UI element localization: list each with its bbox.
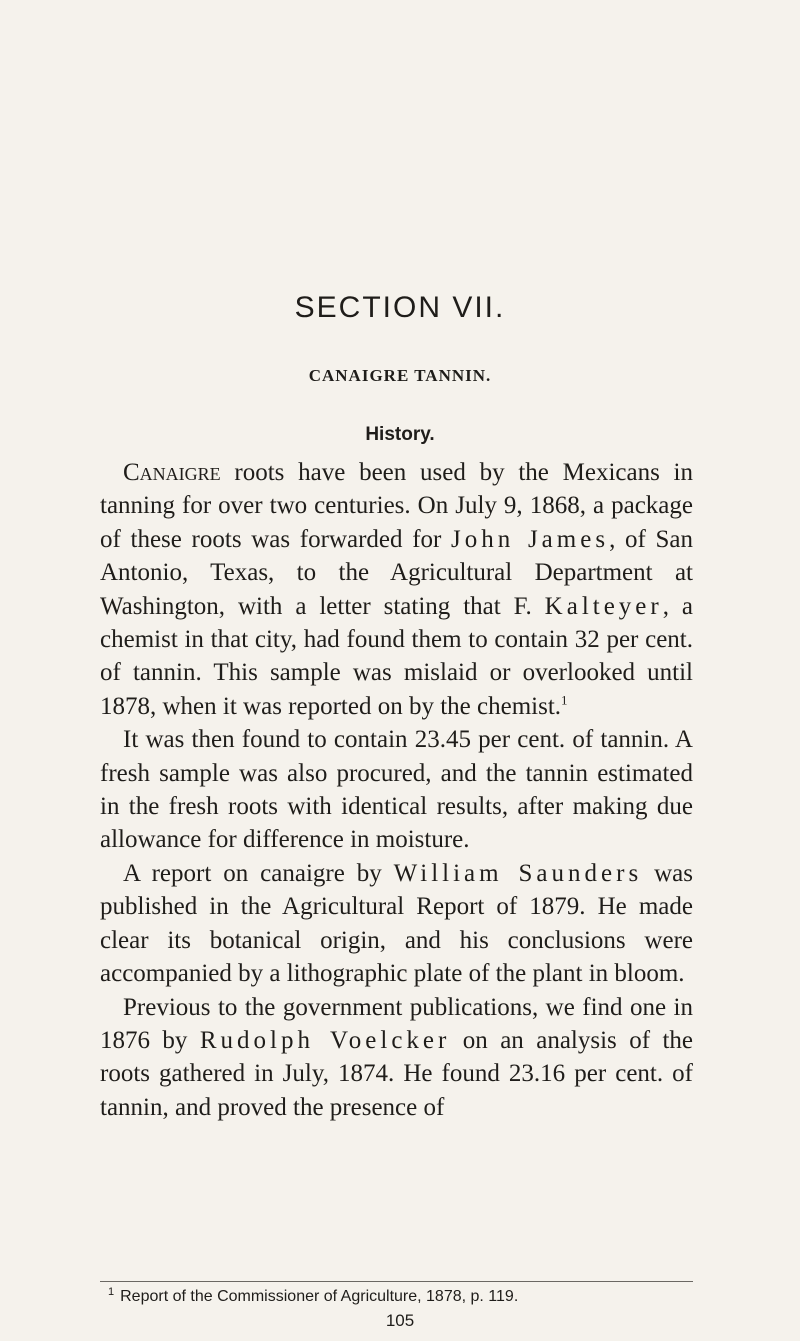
paragraph-4 (100, 991, 693, 1125)
paragraph-1-text-b: , of San Antonio, Texas, to the Agricultural Department at Washington, with a letter stating that F. (100, 525, 694, 620)
paragraph-4-text-b: on an analysis of the roots gathered in July, 1874. He found 23.16 per cent. of tannin, and proved the presence of (100, 1026, 694, 1121)
subheading: History. (365, 424, 435, 445)
person-name: Rudolph Voelcker (199, 1026, 451, 1054)
person-name: William Saunders (393, 859, 643, 887)
page-number: 105 (385, 1311, 415, 1330)
chapter-title: CANAIGRE TANNIN. (308, 366, 492, 385)
paragraph-3-text-a: A report on canaigre by (123, 859, 394, 887)
section-title: SECTION VII. (294, 291, 506, 324)
paragraph-3 (100, 857, 693, 991)
paragraph-1-text-c: , a chemist in that city, had found them to contain 32 per cent. of tannin. This sample was mislaid or overlooked until 1878, when it was reported on by the chemist. (100, 592, 693, 720)
footnote-mark: 1 (108, 1285, 115, 1298)
footnote-text: Report of the Commissioner of Agriculture, 1878, p. 119. (120, 1288, 519, 1305)
body-text (100, 456, 693, 1124)
person-name: Kalteyer (544, 592, 663, 620)
paragraph-2: It was then found to contain 23.45 per cent. of tannin. A fresh sample was also procured, and the tannin estimated in the fresh roots with identical results, after making due allowance for difference in moisture. (100, 726, 693, 854)
footnote (108, 1285, 693, 1306)
person-name: John James (451, 525, 610, 553)
footnote-reference: 1 (561, 692, 568, 708)
paragraph-3-text-b: was published in the Agricultural Report of 1879. He made clear its botanical origin, and his conclusions were accompanied by a lithographic plate of the plant in bloom. (100, 859, 693, 988)
dropcap-word: Canaigre (123, 459, 221, 486)
footnote-divider (100, 1281, 693, 1282)
paragraph-1 (100, 456, 693, 723)
paragraph-4-text-a: Previous to the government publications, we find one in 1876 by (100, 993, 693, 1054)
paragraph-1-text-a: roots have been used by the Mexicans in tanning for over two centuries. On July 9, 1868, a package of these roots was forwarded for (100, 459, 693, 553)
